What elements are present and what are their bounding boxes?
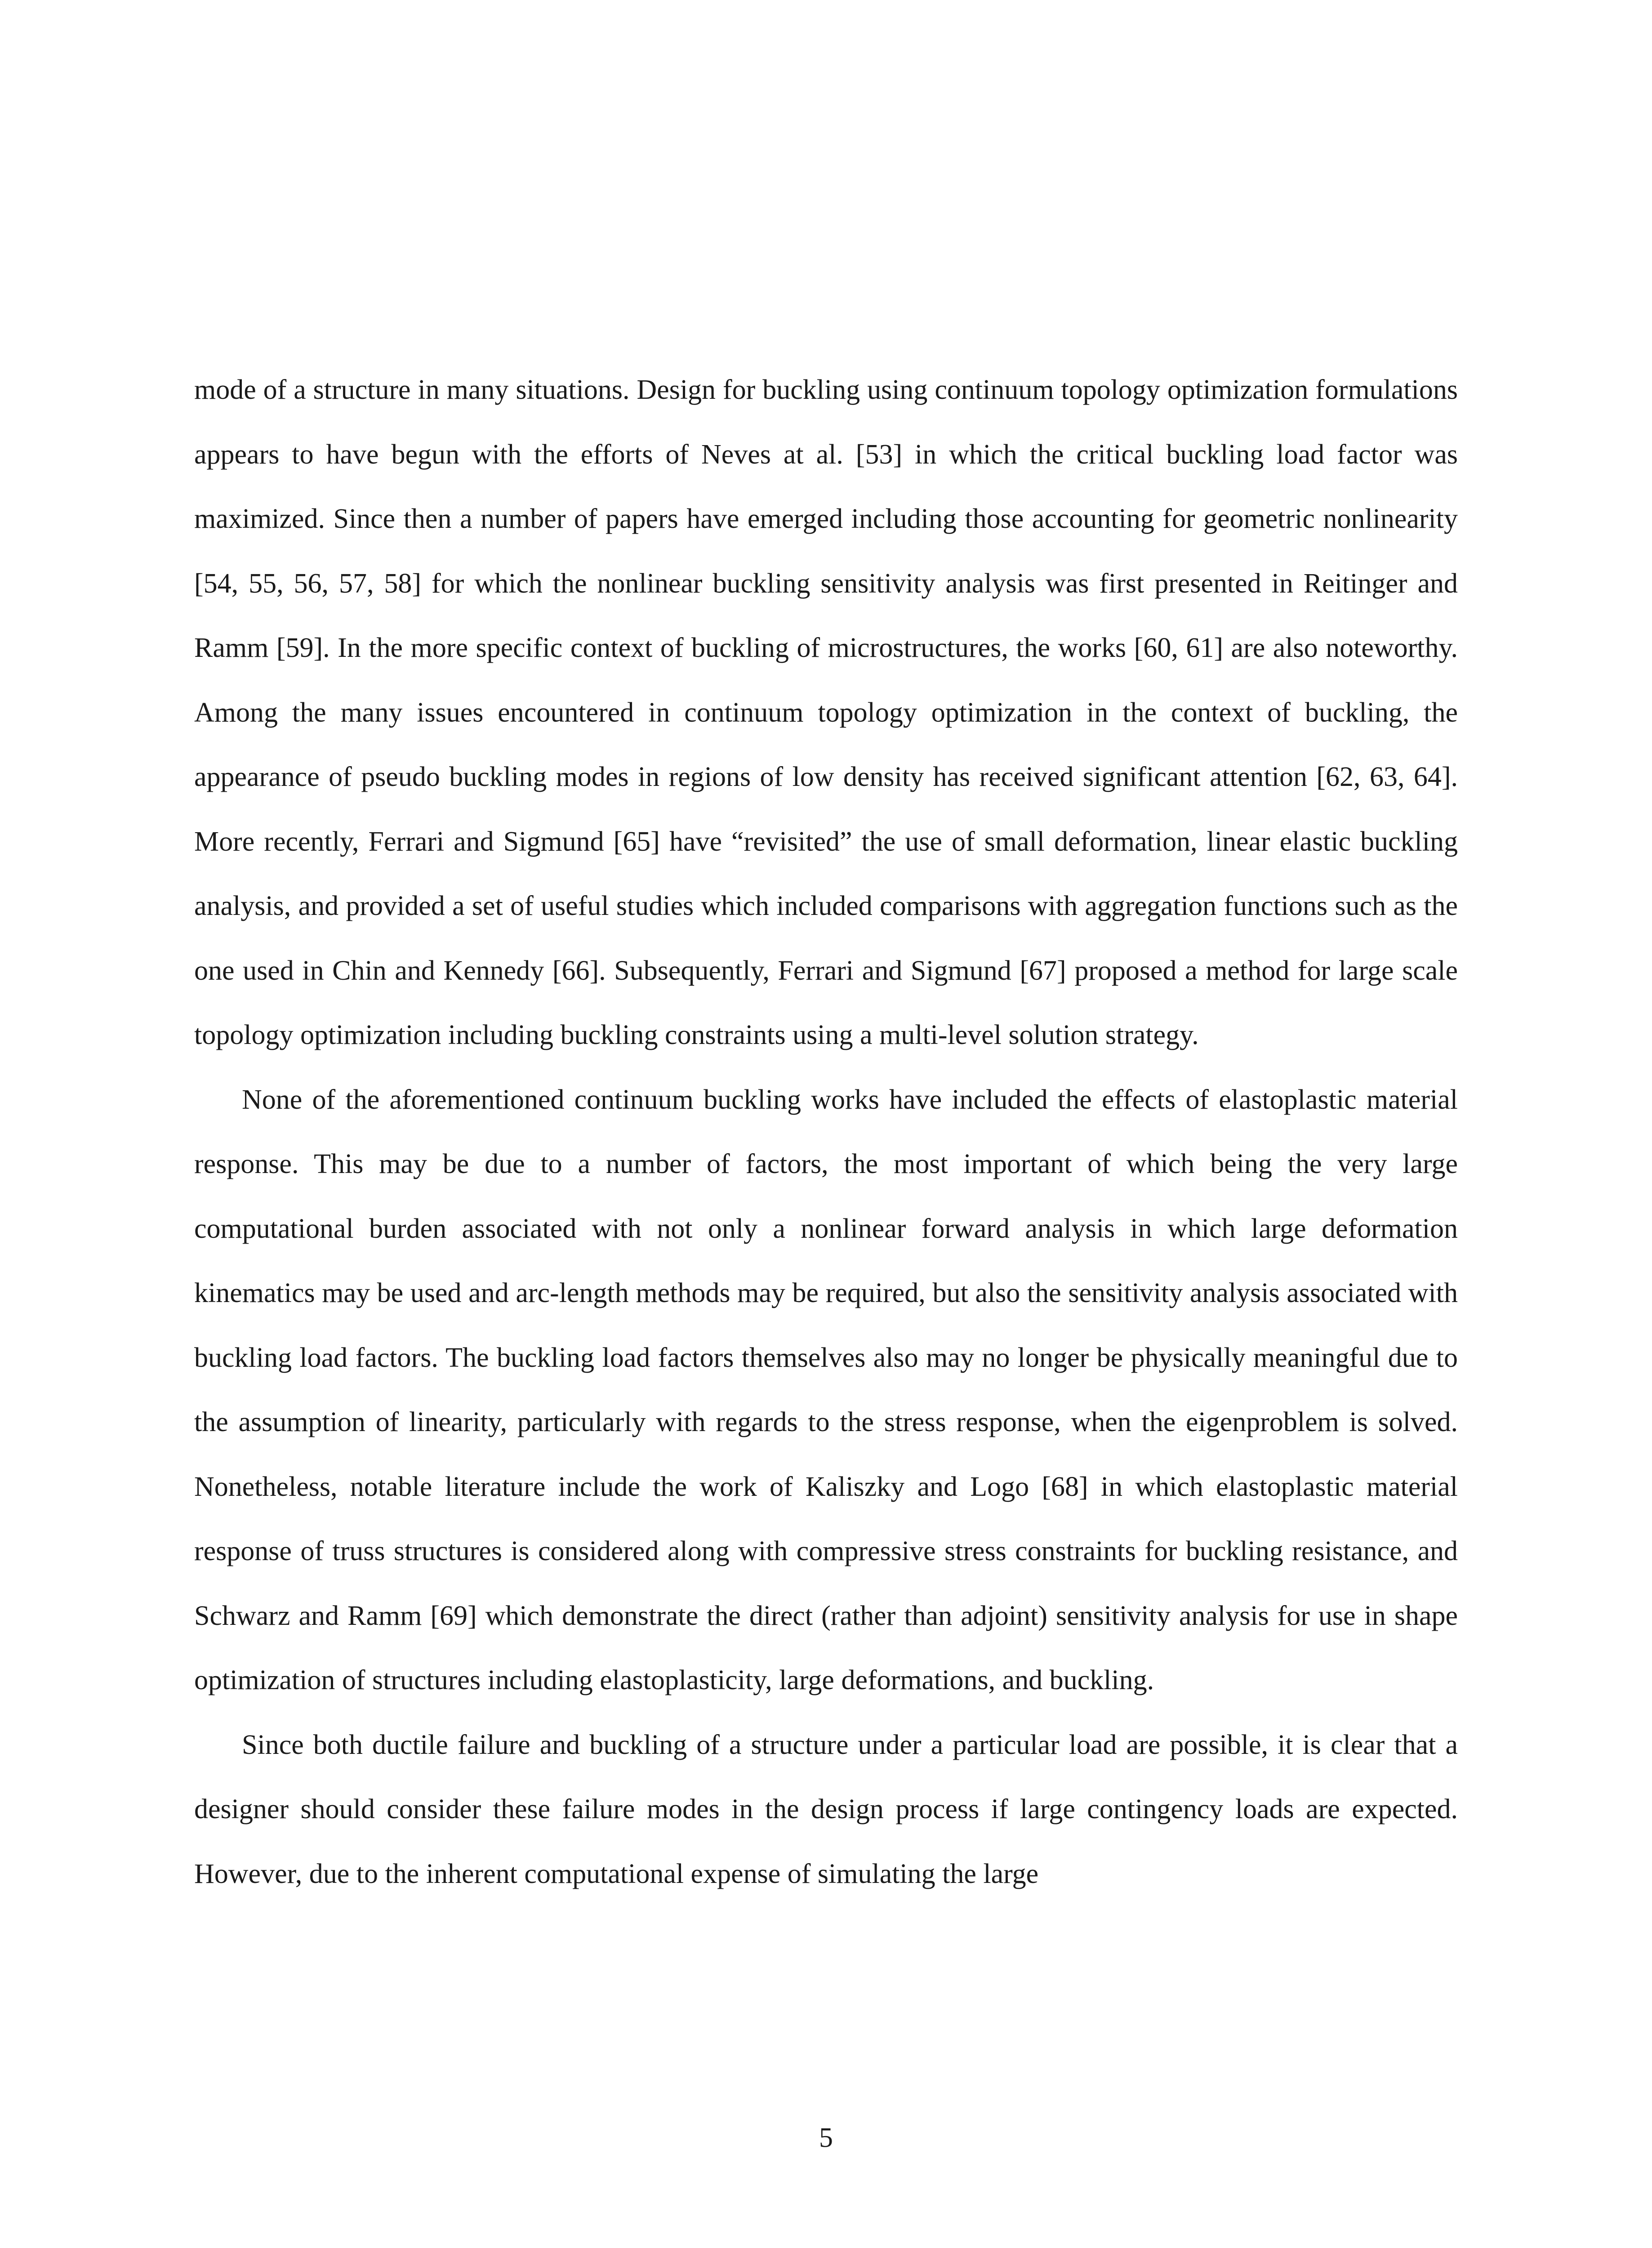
paragraph-1: mode of a structure in many situations. Design for buckling using continuum topology optimization formulations appears to have begun with the efforts of Neves at al. [53] in which the critical buckling load factor was maximized. Since then a number of papers have emerged including those accounting for geometric nonlinearity [54, 55, 56, 57, 58] for which the nonlinear buckling sensitivity analysis was first presented in Reitinger and Ramm [59]. In the more specific context of buckling of microstructures, the works [60, 61] are also noteworthy. Among the many issues encountered in continuum topology optimization in the context of buckling, the appearance of pseudo buckling modes in regions of low density has received significant attention [62, 63, 64]. More recently, Ferrari and Sigmund [65] have “revisited” the use of small deformation, linear elastic buckling analysis, and provided a set of useful studies which included comparisons with aggregation functions such as the one used in Chin and Kennedy [66]. Subsequently, Ferrari and Sigmund [67] proposed a method for large scale topology optimization including buckling constraints using a multi-level solution strategy. [194, 375, 1458, 1050]
page-body [194, 358, 1458, 1906]
page-number: 5 [819, 2123, 833, 2153]
paragraph-3: Since both ductile failure and buckling of a structure under a particular load are possible, it is clear that a designer should consider these failure modes in the design process if large contingency loads are expected. However, due to the inherent computational expense of simulating the large [194, 1729, 1458, 1889]
paragraph-2: None of the aforementioned continuum buckling works have included the effects of elastoplastic material response. This may be due to a number of factors, the most important of which being the very large computational burden associated with not only a nonlinear forward analysis in which large deformation kinematics may be used and arc-length methods may be required, but also the sensitivity analysis associated with buckling load factors. The buckling load factors themselves also may no longer be physically meaningful due to the assumption of linearity, particularly with regards to the stress response, when the eigenproblem is solved. Nonetheless, notable literature include the work of Kaliszky and Logo [68] in which elastoplastic material response of truss structures is considered along with compressive stress constraints for buckling resistance, and Schwarz and Ramm [69] which demonstrate the direct (rather than adjoint) sensitivity analysis for use in shape optimization of structures including elastoplasticity, large deformations, and buckling. [194, 1084, 1458, 1695]
